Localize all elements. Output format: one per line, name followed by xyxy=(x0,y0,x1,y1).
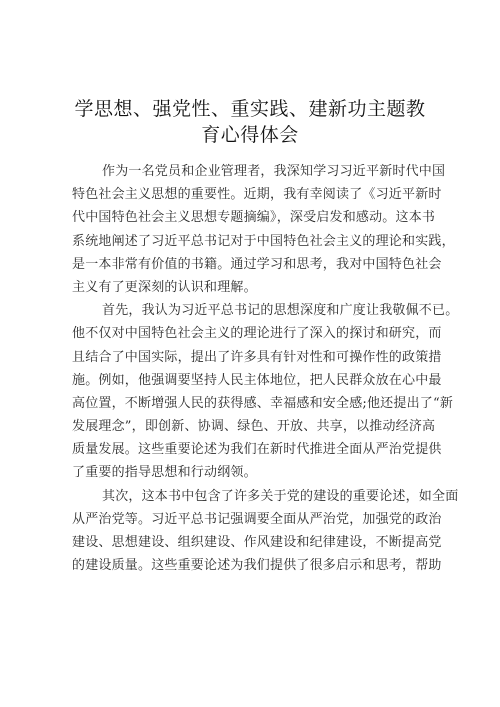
paragraph-3 xyxy=(72,485,459,578)
paragraph-1 xyxy=(72,160,455,299)
paragraph-line: 高位置，不断增强人民的获得感、幸福感和安全感;他还提出了“新 xyxy=(72,395,454,411)
paragraph-2 xyxy=(72,299,459,485)
document-title-line-2: 育心得体会 xyxy=(201,124,299,146)
paragraph-line: 质量发展。这些重要论述为我们在新时代推进全面从严治党提供 xyxy=(72,442,442,458)
document-title-line-1: 学思想、强党性、重实践、建新功主题教 xyxy=(74,98,426,120)
paragraph-line: 建设、思想建设、组织建设、作风建设和纪律建设，不断提高党 xyxy=(72,535,442,550)
paragraph-line: 首先，我认为习近平总书记的思想深度和广度让我敬佩不已。 xyxy=(102,303,459,319)
document-body xyxy=(72,160,459,577)
paragraph-line: 系统地阐述了习近平总书记对于中国特色社会主义的理论和实践， xyxy=(72,233,455,249)
paragraph-line: 作为一名党员和企业管理者，我深知学习习近平新时代中国 xyxy=(102,164,446,179)
paragraph-line: 是一本非常有价值的书籍。通过学习和思考，我对中国特色社会 xyxy=(72,256,442,272)
paragraph-line: 的建设质量。这些重要论述为我们提供了很多启示和思考，帮助 xyxy=(72,558,442,574)
paragraph-line: 代中国特色社会主义思想专题摘编》，深受启发和感动。这本书 xyxy=(72,210,436,226)
paragraph-line: 发展理念”，即创新、协调、绿色、开放、共享，以推动经济高 xyxy=(72,419,436,435)
paragraph-line: 特色社会主义思想的重要性。近期，我有幸阅读了《习近平新时 xyxy=(72,187,442,203)
paragraph-line: 且结合了中国实际，提出了许多具有针对性和可操作性的政策措 xyxy=(72,349,442,365)
paragraph-line: 其次，这本书中包含了许多关于党的建设的重要论述，如全面 xyxy=(102,488,459,504)
paragraph-line: 他不仅对中国特色社会主义的理论进行了深入的探讨和研究，而 xyxy=(72,326,442,342)
paragraph-line: 了重要的指导思想和行动纲领。 xyxy=(72,465,257,481)
paragraph-line: 从严治党等。习近平总书记强调要全面从严治党，加强党的政治 xyxy=(72,511,442,527)
paragraph-line: 主义有了更深刻的认识和理解。 xyxy=(72,279,257,295)
paragraph-line: 施。例如，他强调要坚持人民主体地位，把人民群众放在心中最 xyxy=(72,372,442,388)
